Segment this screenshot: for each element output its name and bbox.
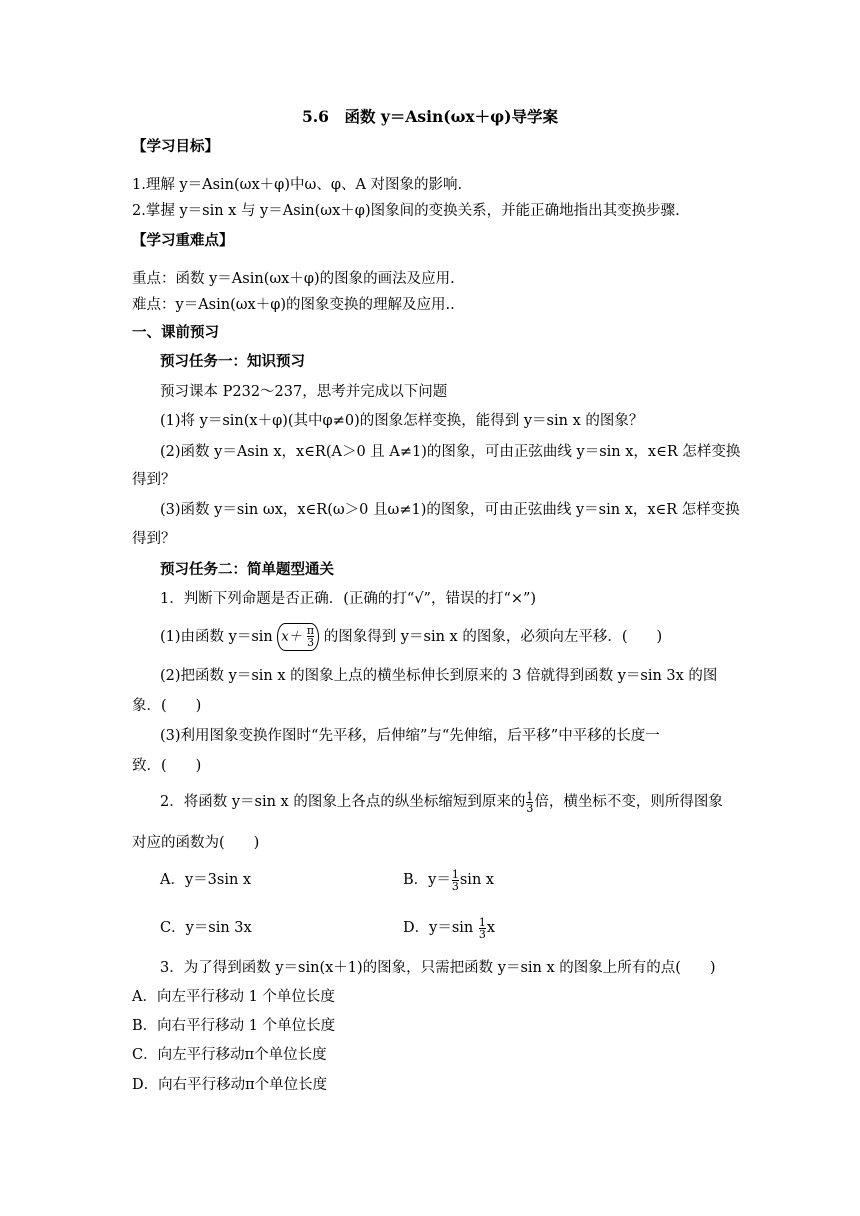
fraction-denominator: 3 — [526, 801, 534, 815]
key-header: 【学习重难点】 — [132, 232, 234, 249]
choice-2d-suffix: x — [486, 920, 496, 936]
problem-2-line1 — [160, 787, 723, 817]
choice-3b: B．向右平行移动 1 个单位长度 — [132, 1018, 336, 1034]
fraction-numerator: π — [306, 624, 315, 637]
choice-2d-prefix: D．y＝sin — [403, 920, 478, 936]
one-third-fraction — [479, 917, 486, 940]
problem-1-3-line1: (3)利用图象变换作图时“先平移，后伸缩”与“先伸缩，后平移”中平移的长度一 — [160, 728, 660, 744]
problem-2-line2: 对应的函数为( ) — [132, 835, 260, 851]
problem-1-3-line2: 致．( ) — [132, 758, 202, 774]
choice-3d: D．向右平行移动π个单位长度 — [132, 1077, 328, 1093]
inner-x-plus: x＋ — [281, 629, 302, 645]
problem-1-2-line2: 象．( ) — [132, 698, 202, 714]
choice-2d — [403, 914, 495, 942]
page-title: 5.6 函数 y＝Asin(ωx＋φ)导学案 — [302, 107, 558, 126]
task2-header: 预习任务二：简单题型通关 — [160, 561, 334, 578]
part1-header: 一、课前预习 — [132, 324, 219, 341]
fraction-numerator: 1 — [478, 915, 486, 929]
key-point-2: 难点：y＝Asin(ωx＋φ)的图象变换的理解及应用.. — [132, 297, 455, 313]
choice-3c: C．向左平行移动π个单位长度 — [132, 1047, 327, 1063]
fraction-denominator: 3 — [451, 879, 459, 893]
pi-over-3-fraction — [307, 625, 314, 649]
objective-2: 2.掌握 y＝sin x 与 y＝Asin(ωx＋φ)图象间的变换关系，并能正确地指出其变换步骤. — [132, 203, 680, 219]
objectives-header: 【学习目标】 — [132, 138, 219, 155]
question-3-line2: 得到？ — [132, 531, 176, 547]
one-third-fraction — [452, 869, 459, 892]
question-1: (1)将 y＝sin(x＋φ)(其中φ≠0)的图象怎样变换，能得到 y＝sin x 的图象？ — [160, 413, 644, 429]
objective-1: 1.理解 y＝Asin(ωx＋φ)中ω、φ、A 对图象的影响. — [132, 177, 463, 193]
question-3-line1: (3)函数 y＝sin ωx，x∈R(ω＞0 且ω≠1)的图象，可由正弦曲线 y＝sin x，x∈R 怎样变换 — [160, 502, 740, 518]
choice-2b-prefix: B．y＝ — [403, 872, 451, 888]
fraction-numerator: 1 — [451, 867, 459, 881]
problem-1-2-line1: (2)把函数 y＝sin x 的图象上点的横坐标伸长到原来的 3 倍就得到函数 y＝sin 3x 的图 — [160, 668, 718, 684]
task1-intro: 预习课本 P232～237，思考并完成以下问题 — [160, 384, 448, 400]
fraction-denominator: 3 — [478, 927, 486, 941]
problem-1-1-prefix: (1)由函数 y＝sin — [160, 629, 273, 645]
problem-2-prefix: 2．将函数 y＝sin x 的图象上各点的纵坐标缩短到原来的 — [160, 794, 526, 810]
choice-3a: A．向左平行移动 1 个单位长度 — [132, 989, 335, 1005]
problem-1-1 — [160, 622, 662, 652]
fraction-numerator: 1 — [526, 789, 534, 803]
one-third-fraction — [526, 791, 533, 814]
choice-2c: C．y＝sin 3x — [160, 920, 252, 936]
parenthesized-expression — [277, 623, 319, 651]
choice-2b-suffix: sin x — [459, 872, 495, 888]
task1-header: 预习任务一：知识预习 — [160, 353, 305, 370]
choice-2b — [403, 866, 494, 894]
problem-1-1-suffix: 的图象得到 y＝sin x 的图象，必须向左平移．( ) — [323, 629, 663, 645]
key-point-1: 重点：函数 y＝Asin(ωx＋φ)的图象的画法及应用. — [132, 271, 455, 287]
problem-2-suffix: 倍，横坐标不变，则所得图象 — [534, 794, 723, 810]
problem-3: 3．为了得到函数 y＝sin(x＋1)的图象，只需把函数 y＝sin x 的图象上所有的点( ) — [160, 960, 716, 976]
question-2-line1: (2)函数 y＝Asin x，x∈R(A＞0 且 A≠1)的图象，可由正弦曲线 y＝sin x，x∈R 怎样变换 — [160, 444, 741, 460]
choice-2a: A．y＝3sin x — [160, 872, 252, 888]
question-2-line2: 得到？ — [132, 472, 176, 488]
fraction-denominator: 3 — [307, 636, 315, 649]
problem-1: 1．判断下列命题是否正确．(正确的打“√”，错误的打“×”) — [160, 591, 537, 607]
